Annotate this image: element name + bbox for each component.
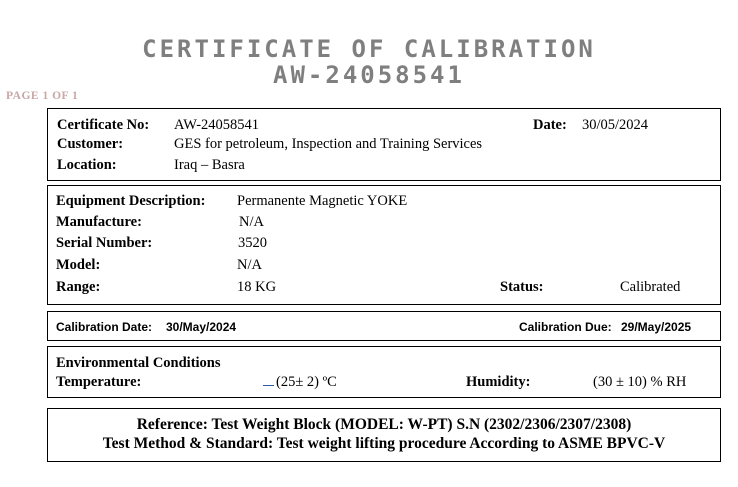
model-label: Model: [56, 257, 101, 273]
range-value: 18 KG [237, 279, 277, 295]
temperature-field [263, 373, 337, 391]
status-label: Status: [500, 279, 544, 295]
temperature-label: Temperature: [56, 374, 142, 390]
environmental-conditions-box [47, 346, 721, 398]
model-value: N/A [237, 257, 262, 273]
manufacture-value: N/A [239, 214, 264, 230]
serial-number-value: 3520 [238, 235, 267, 251]
date-value: 30/05/2024 [582, 117, 649, 133]
humidity-value: (30 ± 10) % RH [593, 374, 687, 390]
test-method-line: Test Method & Standard: Test weight lifting procedure According to ASME BPVC-V [102, 435, 666, 452]
humidity-label: Humidity: [466, 374, 531, 390]
certificate-code: AW-24058541 [273, 61, 465, 89]
temperature-value: (25± 2) ºC [276, 374, 337, 390]
customer-value: GES for petroleum, Inspection and Training Services [174, 136, 483, 152]
customer-label: Customer: [57, 136, 124, 152]
status-value: Calibrated [620, 279, 681, 295]
environmental-conditions-heading: Environmental Conditions [56, 355, 221, 371]
certificate-no-label: Certificate No: [57, 117, 150, 133]
equipment-description-value: Permanente Magnetic YOKE [237, 193, 408, 209]
reference-box [47, 408, 721, 462]
location-value: Iraq – Basra [174, 157, 245, 173]
calibration-date-value: 30/May/2024 [166, 320, 237, 334]
equipment-description-label: Equipment Description: [56, 193, 206, 209]
manufacture-label: Manufacture: [56, 214, 142, 230]
date-label: Date: [533, 117, 567, 133]
reference-line: Reference: Test Weight Block (MODEL: W-PT) S.N (2302/2306/2307/2308) [136, 416, 632, 433]
calibration-date-label: Calibration Date: [56, 320, 153, 334]
page-label: PAGE 1 OF 1 [6, 90, 79, 102]
equipment-info-box [47, 185, 721, 305]
calibration-due-label: Calibration Due: [519, 320, 612, 334]
temperature-underline [263, 385, 274, 386]
calibration-dates-box [47, 311, 721, 341]
certificate-title: CERTIFICATE OF CALIBRATION [142, 35, 596, 63]
serial-number-label: Serial Number: [56, 235, 153, 251]
calibration-due-value: 29/May/2025 [621, 320, 692, 334]
certificate-no-value: AW-24058541 [174, 117, 260, 133]
range-label: Range: [56, 279, 101, 295]
customer-info-box [47, 108, 721, 181]
location-label: Location: [57, 157, 117, 173]
